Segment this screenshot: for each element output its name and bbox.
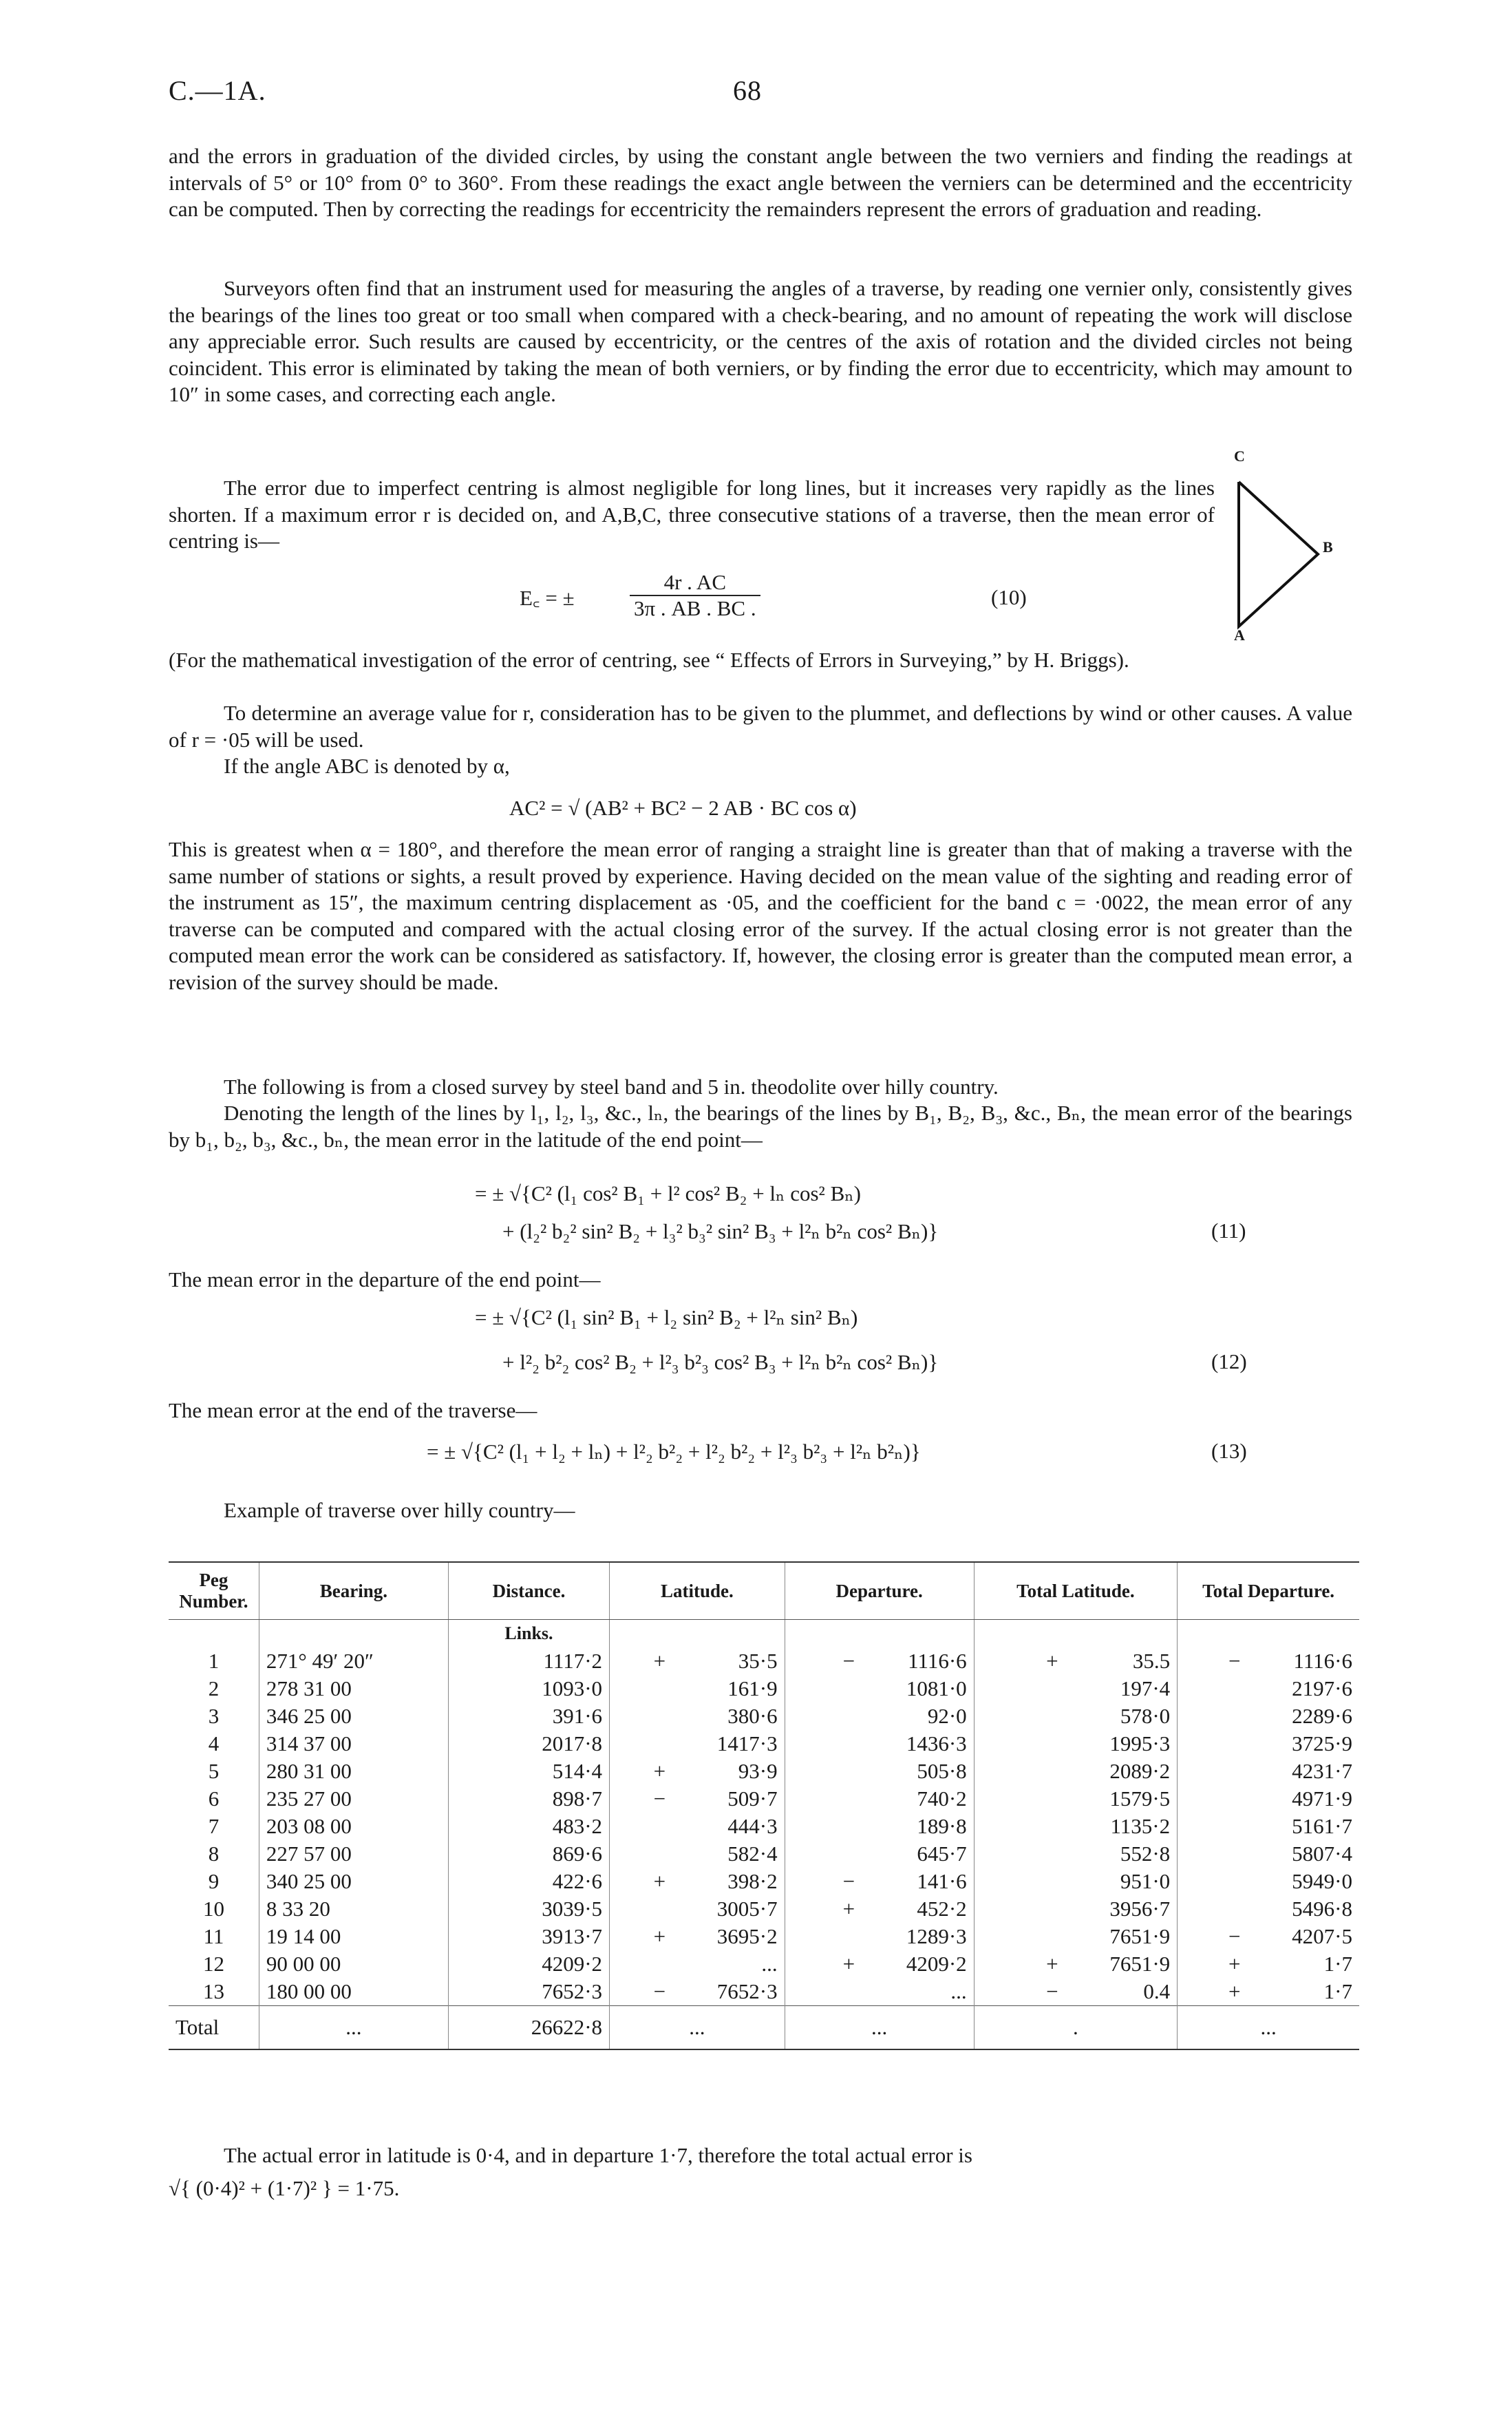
total-latitude-cell (974, 1730, 1177, 1758)
sign: − (1228, 1649, 1241, 1673)
table-row (169, 1840, 1359, 1868)
value: 1995·3 (1109, 1731, 1171, 1755)
value: ... (761, 1952, 778, 1976)
equation-12-line-2: + l²₂ b²₂ cos² B₂ + l²₃ b²₃ cos² B₃ + l²ₙ b²ₙ cos² Bₙ)} (502, 1350, 939, 1374)
value: 452·2 (917, 1897, 967, 1921)
value: 4971·9 (1292, 1786, 1352, 1811)
total-departure-cell (1178, 1923, 1359, 1950)
value: 951·0 (1120, 1869, 1171, 1893)
total-latitude-cell (974, 1978, 1177, 2006)
latitude-cell (610, 1895, 785, 1923)
departure-cell (785, 1923, 974, 1950)
bearing-cell: 180 00 00 (259, 1978, 448, 2006)
sign: + (842, 1897, 855, 1921)
bearing-cell: 346 25 00 (259, 1702, 448, 1730)
total-departure-cell (1178, 1647, 1359, 1675)
vertex-label-b: B (1323, 538, 1333, 556)
value: 2197·6 (1292, 1676, 1352, 1700)
latitude-cell (610, 1978, 785, 2006)
sign: + (653, 1649, 666, 1673)
value: 197·4 (1120, 1676, 1171, 1700)
column-header: Departure. (785, 1562, 974, 1620)
value: 1·7 (1323, 1979, 1352, 2003)
total-row (169, 2006, 1359, 2050)
departure-cell (785, 1868, 974, 1895)
latitude-cell (610, 1730, 785, 1758)
table-row (169, 1895, 1359, 1923)
table-row (169, 1647, 1359, 1675)
law-of-cosines-equation: AC² = √ (AB² + BC² − 2 AB · BC cos α) (509, 796, 857, 820)
bearing-cell: 227 57 00 (259, 1840, 448, 1868)
peg-number-cell: 1 (208, 1649, 220, 1673)
value: 1289·3 (906, 1924, 967, 1948)
traverse-triangle-diagram (1225, 468, 1328, 647)
table-row (169, 1950, 1359, 1978)
departure-cell (785, 1785, 974, 1813)
value: 5161·7 (1292, 1814, 1352, 1838)
total-latitude-cell (974, 1758, 1177, 1785)
value: 7652·3 (716, 1979, 778, 2003)
column-header: Peg Number. (169, 1562, 259, 1620)
latitude-cell (610, 1868, 785, 1895)
value: 1081·0 (906, 1676, 967, 1700)
column-header: Distance. (448, 1562, 609, 1620)
paragraph: The mean error at the end of the traverse— (169, 1398, 537, 1422)
value: 161·9 (727, 1676, 778, 1700)
value: 578·0 (1120, 1704, 1171, 1728)
distance-cell: 514·4 (448, 1758, 609, 1785)
value: 3695·2 (716, 1924, 778, 1948)
departure-cell (785, 1730, 974, 1758)
table-row (169, 1923, 1359, 1950)
equation-10-lhs: E꜀ = ± (520, 586, 575, 610)
bearing-cell: 235 27 00 (259, 1785, 448, 1813)
paragraph: This is greatest when α = 180°, and therefore the mean error of ranging a straight line is greater than that of making a traverse with the same number of stations or sights, a result proved by experience. Having decided on the mean value of the sighting and reading error of the instrument as 15″, the maximum centring displacement as ·05, and the coefficient for the band c = ·0022, the mean error of any traverse can be computed and compared with the actual closing error of the survey. If the actual closing error is not greater than the computed mean error the work can be considered as satisfactory. If, however, the closing error is greater than the computed mean error, a revision of the survey should be made. (169, 837, 1352, 994)
sign: + (653, 1869, 666, 1893)
value: 4209·2 (906, 1952, 967, 1976)
value: 2089·2 (1109, 1759, 1171, 1783)
bearing-cell: 280 31 00 (259, 1758, 448, 1785)
total-total-departure: ... (1178, 2006, 1359, 2050)
distance-cell: 483·2 (448, 1813, 609, 1840)
departure-cell (785, 1950, 974, 1978)
departure-cell (785, 1895, 974, 1923)
value: 380·6 (727, 1704, 778, 1728)
bearing-cell: 8 33 20 (259, 1895, 448, 1923)
total-latitude-cell (974, 1868, 1177, 1895)
value: 5949·0 (1292, 1869, 1352, 1893)
total-latitude-cell (974, 1702, 1177, 1730)
value: 740·2 (917, 1786, 967, 1811)
table-row (169, 1785, 1359, 1813)
equation-11-line-1: = ± √{C² (l₁ cos² B₁ + l² cos² B₂ + lₙ cos² Bₙ) (475, 1181, 861, 1205)
distance-unit: Links. (448, 1620, 609, 1648)
bearing-cell: 314 37 00 (259, 1730, 448, 1758)
sign: + (1228, 1952, 1241, 1976)
total-departure-cell (1178, 1978, 1359, 2006)
total-latitude: ... (610, 2006, 785, 2050)
distance-cell: 3039·5 (448, 1895, 609, 1923)
total-departure-cell (1178, 1675, 1359, 1702)
sign: + (1046, 1952, 1058, 1976)
sign: + (842, 1952, 855, 1976)
latitude-cell (610, 1675, 785, 1702)
value: 0.4 (1143, 1979, 1171, 2003)
sign: − (1046, 1979, 1058, 2003)
value: 7651·9 (1109, 1924, 1171, 1948)
latitude-cell (610, 1950, 785, 1978)
peg-number-cell: 13 (202, 1979, 224, 2003)
departure-cell (785, 1758, 974, 1785)
column-header: Latitude. (610, 1562, 785, 1620)
value: 552·8 (1120, 1842, 1171, 1866)
total-latitude-cell (974, 1675, 1177, 1702)
value: 2289·6 (1292, 1704, 1352, 1728)
latitude-cell (610, 1758, 785, 1785)
equation-12-number: (12) (1211, 1349, 1247, 1373)
unit-row (169, 1620, 1359, 1648)
equation-11-number: (11) (1211, 1219, 1246, 1243)
peg-number-cell: 9 (208, 1869, 220, 1893)
distance-cell: 3913·7 (448, 1923, 609, 1950)
value: 3956·7 (1109, 1897, 1171, 1921)
total-departure-cell (1178, 1950, 1359, 1978)
table-header-row (169, 1562, 1359, 1620)
value: 3725·9 (1292, 1731, 1352, 1755)
traverse-table (169, 1561, 1359, 2050)
value: 5496·8 (1292, 1897, 1352, 1921)
total-departure: ... (785, 2006, 974, 2050)
table-row (169, 1702, 1359, 1730)
vertex-label-a: A (1234, 626, 1245, 644)
paragraph: The actual error in latitude is 0·4, and in departure 1·7, therefore the total actual error is (224, 2143, 972, 2167)
final-equation: √{ (0·4)² + (1·7)² } = 1·75. (169, 2176, 400, 2200)
bearing-cell: 278 31 00 (259, 1675, 448, 1702)
value: 4207·5 (1292, 1924, 1352, 1948)
total-latitude-cell (974, 1950, 1177, 1978)
value: 1417·3 (716, 1731, 778, 1755)
peg-number-cell: 12 (202, 1952, 224, 1976)
departure-cell (785, 1675, 974, 1702)
distance-cell: 1093·0 (448, 1675, 609, 1702)
equation-10-denominator: 3π . AB . BC . (634, 596, 756, 620)
paragraph: To determine an average value for r, consideration has to be given to the plummet, and deflections by wind or other causes. A value of r = ·05 will be used. (169, 701, 1352, 752)
value: ... (950, 1979, 967, 2003)
triangle-lines (1239, 482, 1318, 626)
total-latitude-cell (974, 1647, 1177, 1675)
value: 398·2 (727, 1869, 778, 1893)
equation-13-number: (13) (1211, 1439, 1247, 1463)
sign: − (653, 1979, 666, 2003)
column-header: Bearing. (259, 1562, 448, 1620)
paragraph: and the errors in graduation of the divided circles, by using the constant angle between the two verniers and finding the readings at intervals of 5° or 10° from 0° to 360°. From these readings the exact angle between the verniers can be determined and the eccentricity can be computed. Then by correcting the readings for eccentricity the remainders represent the errors of graduation and reading. (169, 144, 1352, 221)
equation-13: = ± √{C² (l₁ + l₂ + lₙ) + l²₂ b²₂ + l²₂ b²₂ + l²₃ b²₃ + l²ₙ b²ₙ)} (427, 1439, 921, 1464)
total-label: Total (169, 2006, 259, 2050)
equation-10-number: (10) (991, 585, 1027, 609)
total-departure-cell (1178, 1730, 1359, 1758)
latitude-cell (610, 1785, 785, 1813)
latitude-cell (610, 1813, 785, 1840)
sign: + (653, 1924, 666, 1948)
distance-cell: 391·6 (448, 1702, 609, 1730)
departure-cell (785, 1813, 974, 1840)
latitude-cell (610, 1923, 785, 1950)
peg-number-cell: 6 (208, 1786, 220, 1811)
value: 92·0 (927, 1704, 967, 1728)
value: 1579·5 (1109, 1786, 1171, 1811)
column-header: Total Latitude. (974, 1562, 1177, 1620)
value: 141·6 (917, 1869, 967, 1893)
value: 444·3 (727, 1814, 778, 1838)
departure-cell (785, 1840, 974, 1868)
vertex-label-c: C (1234, 447, 1245, 465)
peg-number-cell: 11 (203, 1924, 224, 1948)
paragraph: Denoting the length of the lines by l₁, l₂, l₃, &c., lₙ, the bearings of the lines by B₁, B₂, B₃, &c., Bₙ, the mean error of the bearings by b₁, b₂, b₃, &c., bₙ, the mean error in the latitude of the end point— (169, 1101, 1352, 1152)
total-latitude-cell (974, 1923, 1177, 1950)
latitude-cell (610, 1840, 785, 1868)
table-row (169, 1868, 1359, 1895)
distance-cell: 898·7 (448, 1785, 609, 1813)
value: 582·4 (727, 1842, 778, 1866)
bearing-cell: 90 00 00 (259, 1950, 448, 1978)
total-departure-cell (1178, 1785, 1359, 1813)
table-row (169, 1758, 1359, 1785)
peg-number-cell: 8 (208, 1842, 220, 1866)
total-departure-cell (1178, 1840, 1359, 1868)
equation-10-fraction (630, 570, 760, 621)
distance-cell: 1117·2 (448, 1647, 609, 1675)
value: 1·7 (1323, 1952, 1352, 1976)
total-departure-cell (1178, 1813, 1359, 1840)
page-number: 68 (733, 75, 762, 106)
value: 35·5 (738, 1649, 778, 1673)
value: 93·9 (738, 1759, 778, 1783)
distance-cell: 7652·3 (448, 1978, 609, 2006)
equation-11-line-2: + (l₂² b₂² sin² B₂ + l₃² b₃² sin² B₃ + l²ₙ b²ₙ cos² Bₙ)} (502, 1219, 939, 1243)
distance-cell: 4209·2 (448, 1950, 609, 1978)
peg-number-cell: 5 (208, 1759, 220, 1783)
sign: + (653, 1759, 666, 1783)
bearing-cell: 271° 49′ 20″ (259, 1647, 448, 1675)
peg-number-cell: 4 (208, 1731, 220, 1755)
departure-cell (785, 1702, 974, 1730)
value: 1436·3 (906, 1731, 967, 1755)
bearing-cell: 203 08 00 (259, 1813, 448, 1840)
paragraph: The error due to imperfect centring is almost negligible for long lines, but it increases very rapidly as the lines shorten. If a maximum error r is decided on, and A,B,C, three consecutive stations of a traverse, then the mean error of centring is— (169, 476, 1215, 553)
sign: + (1228, 1979, 1241, 2003)
equation-12-line-1: = ± √{C² (l₁ sin² B₁ + l₂ sin² B₂ + l²ₙ sin² Bₙ) (475, 1305, 858, 1329)
value: 5807·4 (1292, 1842, 1352, 1866)
total-departure-cell (1178, 1758, 1359, 1785)
sign: − (842, 1869, 855, 1893)
latitude-cell (610, 1647, 785, 1675)
value: 189·8 (917, 1814, 967, 1838)
value: 509·7 (727, 1786, 778, 1811)
value: 1135·2 (1110, 1814, 1171, 1838)
peg-number-cell: 2 (208, 1676, 220, 1700)
value: 645·7 (917, 1842, 967, 1866)
value: 3005·7 (716, 1897, 778, 1921)
peg-number-cell: 10 (202, 1897, 224, 1921)
value: 1116·6 (1293, 1649, 1352, 1673)
paragraph: The mean error in the departure of the end point— (169, 1267, 601, 1291)
paragraph: Surveyors often find that an instrument used for measuring the angles of a traverse, by reading one vernier only, consistently gives the bearings of the lines too great or too small when compared with a check-bearing, and no amount of repeating the work will disclose any appreciable error. Such results are caused by eccentricity, or the centres of the axis of rotation and the divided circles not being coincident. This error is eliminated by taking the mean of both verniers, or by finding the error due to eccentricity, which may amount to 10″ in some cases, and correcting each angle. (169, 276, 1352, 406)
table-row (169, 1675, 1359, 1702)
departure-cell (785, 1647, 974, 1675)
total-bearing: ... (259, 2006, 448, 2050)
distance-cell: 869·6 (448, 1840, 609, 1868)
paragraph: Example of traverse over hilly country— (224, 1498, 575, 1522)
table-row (169, 1730, 1359, 1758)
document-code: C.—1A. (169, 75, 266, 106)
value: 7651·9 (1109, 1952, 1171, 1976)
total-distance: 26622·8 (448, 2006, 609, 2050)
distance-cell: 2017·8 (448, 1730, 609, 1758)
distance-cell: 422·6 (448, 1868, 609, 1895)
bearing-cell: 19 14 00 (259, 1923, 448, 1950)
total-latitude-cell (974, 1813, 1177, 1840)
column-header: Total Departure. (1178, 1562, 1359, 1620)
equation-10-numerator: 4r . AC (630, 570, 760, 596)
table-row (169, 1813, 1359, 1840)
peg-number-cell: 3 (208, 1704, 220, 1728)
total-latitude-cell (974, 1785, 1177, 1813)
paragraph: The following is from a closed survey by steel band and 5 in. theodolite over hilly country. (224, 1075, 999, 1099)
sign: − (1228, 1924, 1241, 1948)
total-departure-cell (1178, 1868, 1359, 1895)
total-latitude-cell (974, 1840, 1177, 1868)
paragraph: If the angle ABC is denoted by α, (224, 754, 510, 778)
sign: − (653, 1786, 666, 1811)
total-latitude-cell (974, 1895, 1177, 1923)
total-departure-cell (1178, 1702, 1359, 1730)
sign: − (842, 1649, 855, 1673)
value: 505·8 (917, 1759, 967, 1783)
paragraph: (For the mathematical investigation of the error of centring, see “ Effects of Errors in Surveying,” by H. Briggs). (169, 648, 1129, 672)
total-total-latitude: . (974, 2006, 1177, 2050)
peg-number-cell: 7 (208, 1814, 220, 1838)
departure-cell (785, 1978, 974, 2006)
table-row (169, 1978, 1359, 2006)
sign: + (1046, 1649, 1058, 1673)
value: 4231·7 (1292, 1759, 1352, 1783)
value: 35.5 (1132, 1649, 1171, 1673)
latitude-cell (610, 1702, 785, 1730)
total-departure-cell (1178, 1895, 1359, 1923)
value: 1116·6 (908, 1649, 967, 1673)
bearing-cell: 340 25 00 (259, 1868, 448, 1895)
